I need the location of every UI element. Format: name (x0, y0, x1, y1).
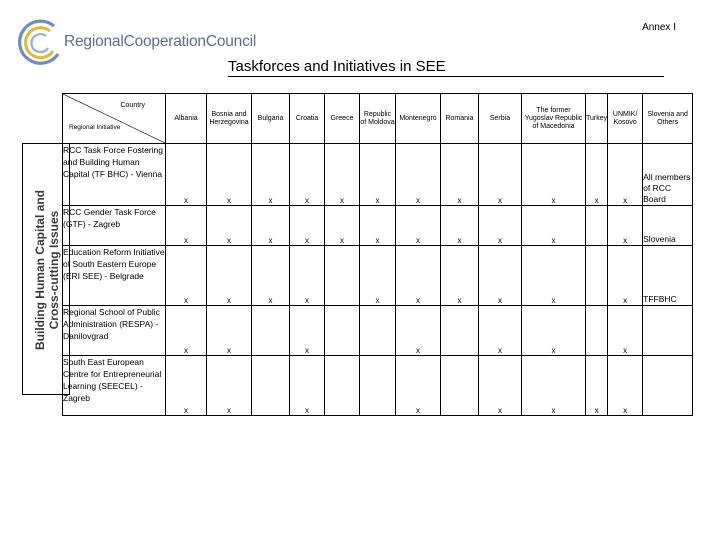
membership-mark: x (207, 306, 252, 356)
header-row (63, 94, 693, 144)
corner-diagonal (63, 94, 165, 143)
membership-mark: x (207, 144, 252, 206)
membership-mark: x (479, 144, 522, 206)
membership-mark: x (608, 144, 643, 206)
annex-label: Annex I (642, 22, 676, 33)
country-axis-label: Country (120, 102, 145, 109)
page-title (228, 58, 664, 77)
country-header: Bulgaria (252, 94, 290, 144)
country-header: UNMIK/ Kosovo (608, 94, 643, 144)
membership-mark (441, 306, 479, 356)
membership-mark: x (166, 306, 207, 356)
membership-mark (586, 306, 608, 356)
membership-mark: x (396, 356, 441, 416)
country-header: Croatia (290, 94, 325, 144)
membership-mark: x (479, 306, 522, 356)
membership-mark: x (252, 144, 290, 206)
table-row (63, 144, 693, 206)
membership-mark: x (207, 246, 252, 306)
header-corner-cell (63, 94, 166, 144)
initiative-name: RCC Gender Task Force (GTF) - Zagreb (63, 206, 166, 246)
membership-mark: x (396, 246, 441, 306)
membership-mark: x (396, 144, 441, 206)
country-header: Turkey (586, 94, 608, 144)
membership-mark (586, 206, 608, 246)
membership-mark: x (608, 206, 643, 246)
country-header: Albania (166, 94, 207, 144)
rcc-logo-text (64, 33, 256, 51)
membership-mark: x (586, 356, 608, 416)
side-category-label (33, 145, 61, 395)
other-members (643, 306, 693, 356)
membership-mark (325, 246, 360, 306)
membership-mark: x (522, 144, 586, 206)
membership-mark: x (207, 206, 252, 246)
membership-mark: x (166, 246, 207, 306)
other-members: TFFBHC (643, 246, 693, 306)
initiative-name: RCC Task Force Fostering and Building Human Capital (TF BHC) - Vienna (63, 144, 166, 206)
logo-part-council: Council (205, 33, 257, 50)
membership-mark: x (166, 144, 207, 206)
membership-mark: x (608, 306, 643, 356)
table-row (63, 246, 693, 306)
country-header: Republic of Moldova (360, 94, 396, 144)
side-category-line2: Cross-cutting Issues (47, 210, 61, 330)
country-header: The former Yugoslav Republic of Macedonia (522, 94, 586, 144)
membership-mark: x (252, 246, 290, 306)
membership-mark (441, 356, 479, 416)
other-members: Slovenia (643, 206, 693, 246)
membership-mark: x (290, 206, 325, 246)
membership-mark (325, 306, 360, 356)
membership-mark: x (207, 356, 252, 416)
country-header: Montenegro (396, 94, 441, 144)
country-header: Serbia (479, 94, 522, 144)
initiatives-table (62, 93, 693, 416)
table-row (63, 306, 693, 356)
membership-mark: x (522, 356, 586, 416)
other-members (643, 356, 693, 416)
membership-mark: x (290, 356, 325, 416)
membership-mark: x (290, 246, 325, 306)
page-title-text: Taskforces and Initiatives in SEE (228, 58, 446, 75)
membership-mark: x (522, 206, 586, 246)
country-header: Romania (441, 94, 479, 144)
membership-mark: x (522, 246, 586, 306)
membership-mark: x (586, 144, 608, 206)
membership-mark: x (360, 246, 396, 306)
membership-mark: x (325, 206, 360, 246)
membership-mark (252, 306, 290, 356)
membership-mark (325, 356, 360, 416)
membership-mark (252, 356, 290, 416)
membership-mark: x (479, 356, 522, 416)
country-header: Bosnia and Herzegovina (207, 94, 252, 144)
country-header: Slovenia and Others (643, 94, 693, 144)
membership-mark: x (608, 246, 643, 306)
membership-mark: x (360, 206, 396, 246)
membership-mark: x (166, 206, 207, 246)
country-header: Greece (325, 94, 360, 144)
membership-mark: x (522, 306, 586, 356)
membership-mark: x (252, 206, 290, 246)
rcc-emblem-icon (14, 18, 64, 68)
membership-mark: x (479, 246, 522, 306)
membership-mark: x (441, 144, 479, 206)
membership-mark: x (396, 306, 441, 356)
membership-mark: x (396, 206, 441, 246)
membership-mark (360, 306, 396, 356)
membership-mark (360, 356, 396, 416)
membership-mark: x (290, 144, 325, 206)
table-row (63, 356, 693, 416)
membership-mark: x (479, 206, 522, 246)
logo-part-cooperation: Cooperation (123, 33, 206, 50)
initiative-name: Education Reform Initiative of South Eastern Europe (ERI SEE) - Belgrade (63, 246, 166, 306)
membership-mark: x (608, 356, 643, 416)
table-row (63, 206, 693, 246)
membership-mark: x (290, 306, 325, 356)
initiative-name: Regional School of Public Administration (RESPA) - Danilovgrad (63, 306, 166, 356)
membership-mark: x (360, 144, 396, 206)
logo-part-regional: Regional (64, 33, 124, 50)
side-category-line1: Building Human Capital and (33, 190, 47, 351)
other-members: All members of RCC Board (643, 144, 693, 206)
membership-mark: x (441, 206, 479, 246)
membership-mark (586, 246, 608, 306)
membership-mark: x (441, 246, 479, 306)
initiative-name: South East European Centre for Entrepreneurial Learning (SEECEL) - Zagreb (63, 356, 166, 416)
membership-mark: x (166, 356, 207, 416)
membership-mark: x (325, 144, 360, 206)
initiative-axis-label: Regional Initiative (69, 124, 121, 131)
